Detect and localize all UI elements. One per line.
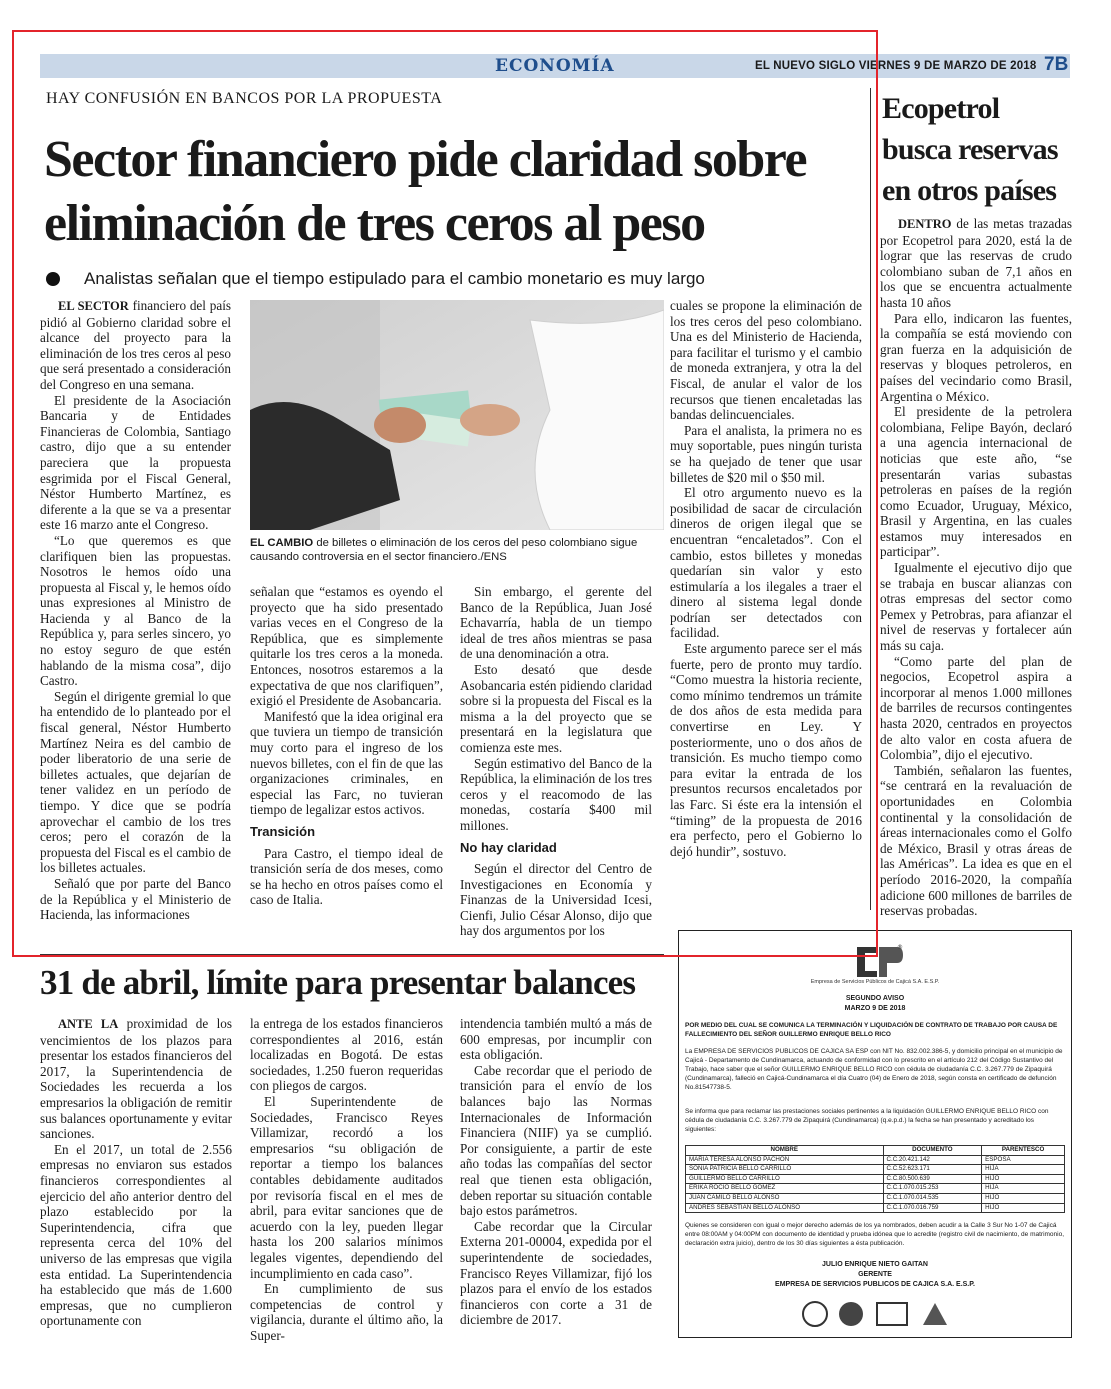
paragraph: Según el director del Centro de Investigaciones en Economía y Finanzas de la Universidad Icesi, Cienfi, Julio César Alonso, dijo que hay dos argumentos por los [460,861,652,939]
paragraph: EL SECTOR financiero del país pidió al Gobierno claridad sobre el alcance del proyecto para la eliminación de los tres ceros al peso que será presentado a consideración del Congreso en una semana. [40,298,231,392]
table-header-cell: DOCUMENTO [883,1146,982,1156]
legal-notice [678,930,1072,1338]
paragraph: Para Castro, el tiempo ideal de transición sería de dos meses, como se ha hecho en otros países como el caso de Italia. [250,845,443,908]
section-name: ECONOMÍA [495,56,615,76]
table-row: ANDRES SEBASTIAN BELLO ALONSO C.C.1.070.016.759 HIJO [686,1203,1065,1213]
paragraph: Esto desató que desde Asobancaria estén pidiendo claridad sobre si la propuesta del Fiscal es la misma a la del proyecto que se presentará en la legislatura que comienza este mes. [460,661,652,755]
paragraph: Cabe recordar que el periodo de transición para el envío de los balances bajo las Normas Internacionales de Información Financiera (NIIF) ya se cumplió. Por consiguiente, a partir de este año todas las compañías del sector real que tienen esta obligación, deben reportar su situación contable bajo estos parámetros. [460,1062,652,1219]
notice-body-3: Quienes se consideren con igual o mejor derecho además de los ya nombrados, deben acudir a la Calle 3 Sur No 1-07 de Cajicá entre 08:00AM y 04:00PM con documento de identidad y prueba idónea que lo acredite (registro civil de nacimiento, de matrimonio, declaración extra juicio), dentro de los 30 días siguientes a ésta publicación. [685,1222,1065,1247]
paragraph: “Como parte del plan de negocios, Ecopetrol aspira a incorporar al menos 1.000 millones de barriles de recursos contingentes hasta 2020, centrados en proyectos de alto valor en costa afuera de Colombia”, dijo el ejecutivo. [880,653,1072,763]
paragraph: El Superintendente de Sociedades, Francisco Reyes Villamizar, recordó a los empresarios “su obligación de reportar a tiempo los balances contables debidamente auditados por revisoría fiscal en el mes de abril, para evitar sanciones que de acuerdo con la ley, pueden llegar hasta los 200 salarios mínimos legales vigentes, dependiendo del incumplimiento en cada caso”. [250,1093,443,1281]
photo-caption: EL CAMBIO de billetes o eliminación de los ceros del peso colombiano sigue causando controversia en el sector financiero./ENS [250,537,638,563]
table-header-cell: NOMBRE [686,1146,884,1156]
paragraph: intendencia también multó a más de 600 empresas, por incumplir con esta obligación. [460,1016,652,1063]
paragraph: Este argumento parece ser el más fuerte, pero de pronto muy tardío. “Como muestra la historia reciente, como mínimo tendremos un trámite de dos años de esta medida para convertirse en Ley. Y posteriormente, uno o dos años de transición. Es mucho tiempo como para evitar la entrada de los presuntos recursos encaletados por las Farc. Si éste era la intensión el “timing” de la propuesta de 2016 era perfecto, pero el Gobierno lo dejó hundir”, sostuvo. [670,641,862,859]
lower-column-2 [250,1016,443,1343]
notice-org-small: Empresa de Servicios Públicos de Cajicá S.A. E.S.P. [810,979,940,985]
paragraph: cuales se propone la eliminación de los tres ceros del peso colombiano. Una es del Ministerio de Hacienda, para facilitar el turismo y el cambio de moneda extranjera, y otra la del Fiscal, de anular el valor de los recursos que tienen encaletadas las bandas delincuenciales. [670,298,862,423]
paragraph: Para ello, indicaron las fuentes, la compañía se está moviendo con gran fuerza en la adquisición de reservas y bloques petroleros, en países del vecindario como Brasil, Argentina o México. [880,310,1072,404]
notice-body-2: Se informa que para reclamar las prestaciones sociales pertinentes a la liquidación GUILLERMO ENRIQUE BELLO RICO con cédula de ciudadanía C.C. 3.267.779 de Zipaquirá (Cundinamarca) (q.e.p.d.) la fecha se han presentado y acreditado los siguientes: [685,1108,1049,1133]
headline-line-1: Sector financiero pide claridad sobre [44,131,807,188]
paragraph: También, señalaron las fuentes, “se centrará en la revaluación de oportunidades en Colombia continental y la consolidación de áreas internacionales como el Golfo de México, Brasil y otras áreas de las Américas”. La idea es que en el período 2016-2020, la compañía adicione 600 millones de barriles de reservas probadas. [880,762,1072,919]
logo-lettering: ® [897,944,903,951]
lower-headline: 31 de abril, límite para presentar balances [40,963,636,1002]
table-header-cell: PARENTESCO [982,1146,1065,1156]
section-heading: Transición [250,823,316,839]
notice-intro: POR MEDIO DEL CUAL SE COMUNICA LA TERMINACIÓN Y LIQUIDACIÓN DE CONTRATO DE TRABAJO POR CAUSA DE FALLECIMIENTO DEL SEÑOR GUILLERMO ENRIQUE BELLO RICO [685,1022,1058,1038]
paragraph: En el 2017, un total de 2.556 empresas no enviaron sus estados financieros correspondientes al ejercicio del año anterior dentro del plazo establecido por la Superintendencia, cifra que representa cerca del 10% del universo de las empresas que vigila esta entidad. La Superintendencia ha establecido que más de 1.600 empresas, que no cumplieron oportunamente con [40,1141,232,1329]
notice-aviso: SEGUNDO AVISO [845,995,905,1002]
notice-body-1: La EMPRESA DE SERVICIOS PUBLICOS DE CAJICA SA ESP con NIT No. 832.002.386-5, y domicilio principal en el municipio de Cajicá - Departamento de Cundinamarca, actuando de conformidad con lo prescrito en el artículo 212 del Código Sustantivo del Trabajo, hace saber que el señor GUILLERMO ENRIQUE BELLO RICO con cédula de ciudadanía C.C. 3.267.779 de Zipaquirá (Cundinamarca), falleció en Cajicá-Cundinamarca el día Cuatro (04) de Enero de 2018, según consta en certificado de defunción No.81547738-5. [685,1048,1063,1091]
paragraph: El presidente de la Asociación Bancaria y de Entidades Financieras de Colombia, Santiago castro, dijo que a su entender pareciera que la propuesta esgrimida por el Fiscal General, Néstor Humberto Martínez, es diferente a la que se va a presentar este 16 marzo ante el Congreso. [40,392,231,533]
table-row: MARIA TERESA ALONSO PACHON C.C.20.421.142 ESPOSA [686,1155,1065,1165]
sidebar-column [880,216,1072,919]
page-number: 7B [1044,54,1069,75]
subheadline: Analistas señalan que el tiempo estipulado para el cambio monetario es muy largo [84,269,705,288]
paragraph: Para el analista, la primera no es muy soportable, pues ningún turista se ha quejado de tener que usar billetes de $20 mil o $50 mil. [670,422,862,485]
paragraph: En cumplimiento de sus competencias de control y vigilancia, durante el último año, la Super- [250,1281,443,1343]
paragraph: El presidente de la petrolera colombiana, Felipe Bayón, declaró a una agencia internacional de noticias que este año, “se presentarán varias subastas petroleras en países de la región como Ecuador, Uruguay, México, Brasil y Argentina, en las cuales estamos muy interesados en participar”. [880,404,1072,560]
paragraph: señalan que “estamos es oyendo el proyecto que ha sido presentado varias veces en el Congreso de la República, que es simplemente quitarle los tres ceros a la moneda. Entonces, nosotros estaremos a la expectativa de que nos clarifiquen”, exigió el Presidente de Asobancaria. [250,584,443,709]
table-row: GUILLERMO BELLO CARRILLO C.C.80.500.639 HIJO [686,1174,1065,1184]
paragraph: “Lo que queremos es que clarifiquen bien las propuestas. Nosotros le hemos oído una propuesta al Fiscal y, le hemos oído unas expresiones al Ministro de Hacienda y al Banco de la República y, para serles sincero, yo no estoy seguro de que estén hablando de la misma cosa”, dijo Castro. [40,532,231,689]
notice-date: MARZO 9 DE 2018 [844,1005,906,1012]
paragraph: Manifestó que la idea original era que tuviera un tiempo de transición muy corto para el ingreso de los nuevos billetes, con el fin de que las organizaciones criminales, en especial las Farc, no tuvieran tiempo de legalizar estos activos. [250,708,443,818]
paragraph: DENTRO de las metas trazadas por Ecopetrol para 2020, está la de lograr que las reservas de crudo colombiano suban de 7,1 años en los que se encuentra actualmente hasta 10 años [880,216,1072,310]
paragraph: Sin embargo, el gerente del Banco de la República, Juan José Echavarría, habla de un tiempo ideal de tres años mientras se pasa de una denominación a otra. [460,584,652,662]
lower-column-1 [40,1016,232,1329]
lower-column-3 [460,1016,652,1328]
notice-company: EMPRESA DE SERVICIOS PUBLICOS DE CAJICA S.A. E.S.P. [775,1281,975,1288]
paragraph: El otro argumento nuevo es la posibilidad de sacar de circulación dineros de origen ilegal que se encuentran “encaletados”. Con el cambio, estos billetes y monedas quedarían sin valor y esto estimularía a los ilegales a traer el dinero al sistema legal donde podrían ser detectados con facilidad. [670,485,862,641]
notice-role: GERENTE [858,1271,892,1278]
highlight-frame [12,30,878,957]
sponsor-logos-icon [799,1297,959,1331]
section-heading: No hay claridad [460,839,557,855]
paragraph: ANTE LA proximidad de los vencimientos de los plazos para presentar los estados financieros del 2017, la Superintendencia de Sociedades les recuerda a los empresarios la obligación de remitir sus balances oportunamente y evitar sanciones. [40,1016,232,1142]
masthead-date: EL NUEVO SIGLO VIERNES 9 DE MARZO DE 2018 [755,60,1037,72]
headline-line-2: eliminación de tres ceros al peso [44,195,705,252]
lead-in: ANTE LA [58,1017,119,1031]
beneficiaries-table [685,1145,1065,1213]
paragraph: Igualmente el ejecutivo dijo que se trabaja en buscar alianzas con otras empresas del sector como Pemex y Petrobras, para afianzar el nivel de reservas y fortalecer aún más su caja. [880,560,1072,654]
kicker: HAY CONFUSIÓN EN BANCOS POR LA PROPUESTA [46,90,443,107]
table-row: SONIA PATRICIA BELLO CARRILLO C.C.52.623.171 HIJA [686,1165,1065,1175]
paragraph: Cabe recordar que la Circular Externa 201-00004, expedida por el superintendente de sociedades, Francisco Reyes Villamizar, fijó los plazos para el envío de los estados financieros con corte a 31 de diciembre de 2017. [460,1218,652,1328]
sidebar-headline: Ecopetrol busca reservas en otros países [882,92,1058,207]
paragraph: Señaló que por parte del Banco de la República y el Ministerio de Hacienda, las informaciones [40,875,231,923]
table-row: JUAN CAMILO BELLO ALONSO C.C.1.070.014.535 HIJO [686,1193,1065,1203]
paragraph: la entrega de los estados financieros correspondientes al 2016, están localizadas en Bogotá. De estas sociedades, 1.250 fueron requeridas con pliegos de cargos. [250,1016,443,1094]
paragraph: Según estimativo del Banco de la República, la eliminación de los tres ceros y el reacomodo de las monedas, costaría $400 mil millones. [460,755,652,833]
lead-in: DENTRO [898,217,952,231]
table-row: ERIKA ROCIO BELLO GOMEZ C.C.1.070.015.253 HIJA [686,1184,1065,1194]
notice-signer: JULIO ENRIQUE NIETO GAITAN [822,1261,928,1268]
paragraph: Según el dirigente gremial lo que ha entendido de lo planteado por el fiscal general, Néstor Humberto Martínez Neira es del cambio de poder liberatorio de una serie de billetes actuales, que dejarían de tener validez en un período de tiempo. Y dice que se podría aprovechar el cambio de los tres ceros; pero el corazón de la propuesta del Fiscal es el cambio de los billetes actuales. [40,688,231,876]
table-header-row [686,1146,1065,1156]
lead-in: EL SECTOR [58,299,129,313]
